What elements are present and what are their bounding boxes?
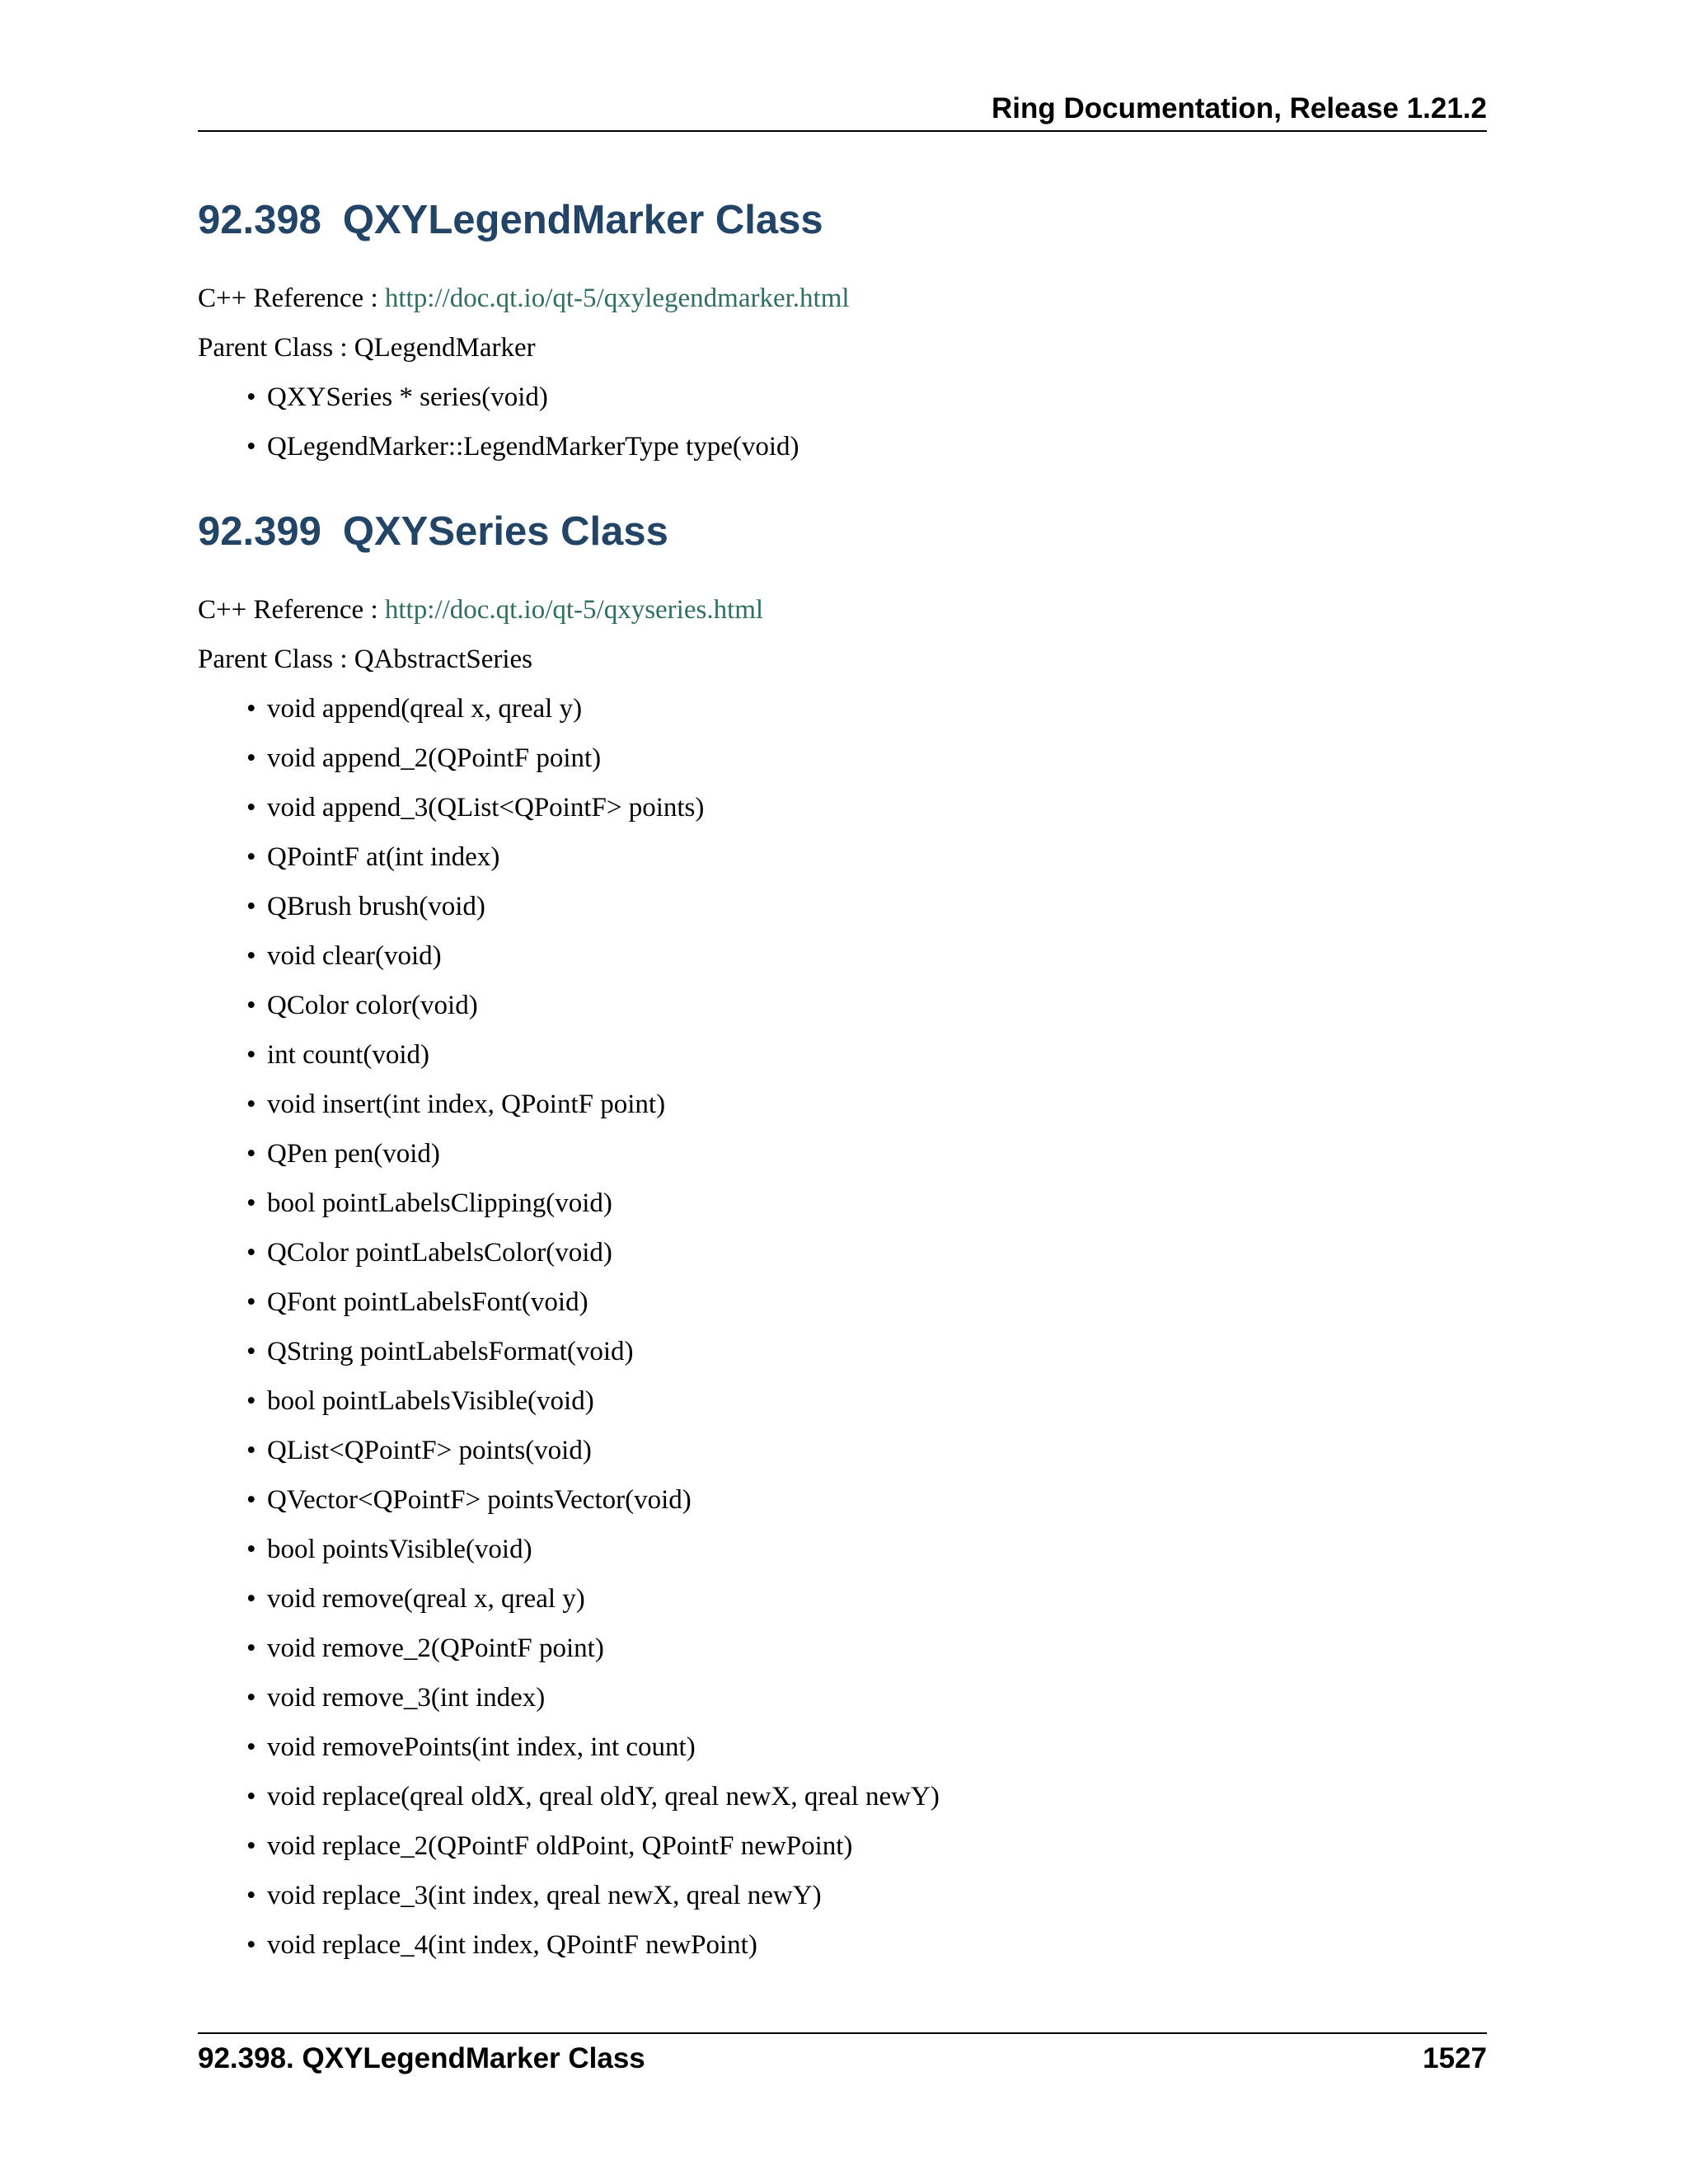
cpp-reference-line (198, 274, 1487, 323)
bullet-icon: • (246, 1386, 256, 1416)
method-item (246, 1525, 1487, 1574)
method-signature: void append_2(QPointF point) (267, 743, 602, 773)
bullet-icon: • (246, 1831, 256, 1861)
method-signature: int count(void) (267, 1040, 430, 1070)
method-item (246, 832, 1487, 882)
method-item (246, 1722, 1487, 1772)
method-signature: void insert(int index, QPointF point) (267, 1090, 666, 1119)
footer-page-number: 1527 (1423, 2042, 1487, 2074)
method-signature: void replace_3(int index, qreal newX, qreal newY) (267, 1881, 822, 1910)
header-title: Ring Documentation, Release 1.21.2 (991, 92, 1487, 124)
cpp-reference-link[interactable]: http://doc.qt.io/qt-5/qxylegendmarker.html (384, 284, 850, 313)
bullet-icon: • (246, 1782, 256, 1811)
bullet-icon: • (246, 1485, 256, 1515)
method-signature: QPointF at(int index) (267, 842, 500, 872)
section-qxylegendmarker (198, 191, 1487, 471)
section-heading (198, 503, 1487, 560)
bullet-icon: • (246, 432, 256, 462)
method-item (246, 981, 1487, 1030)
section-number: 92.398 (198, 198, 321, 242)
bullet-icon: • (246, 892, 256, 921)
section-title: QXYLegendMarker Class (342, 198, 823, 242)
page-footer (198, 2032, 1487, 2074)
method-item (246, 1080, 1487, 1129)
method-signature: QColor color(void) (267, 991, 478, 1020)
bullet-icon: • (246, 1535, 256, 1564)
bullet-icon: • (246, 793, 256, 823)
method-signature: void append_3(QList<QPointF> points) (267, 793, 705, 823)
method-list (198, 684, 1487, 1970)
bullet-icon: • (246, 1139, 256, 1169)
method-item (246, 373, 1487, 422)
method-signature: void remove_3(int index) (267, 1683, 546, 1713)
section-qxyseries (198, 503, 1487, 1970)
bullet-icon: • (246, 1633, 256, 1663)
method-signature: QBrush brush(void) (267, 892, 485, 921)
bullet-icon: • (246, 1683, 256, 1713)
method-signature: QString pointLabelsFormat(void) (267, 1337, 634, 1366)
method-item (246, 783, 1487, 832)
bullet-icon: • (246, 382, 256, 412)
bullet-icon: • (246, 941, 256, 971)
bullet-icon: • (246, 842, 256, 872)
method-item (246, 733, 1487, 783)
cpp-reference-label: C++ Reference : (198, 284, 378, 313)
method-signature: void removePoints(int index, int count) (267, 1732, 696, 1762)
method-item (246, 1327, 1487, 1376)
method-item (246, 1277, 1487, 1327)
method-signature: QFont pointLabelsFont(void) (267, 1287, 588, 1317)
method-item (246, 1179, 1487, 1228)
method-item (246, 1426, 1487, 1475)
method-item (246, 1030, 1487, 1080)
method-item (246, 1821, 1487, 1871)
method-signature: void remove_2(QPointF point) (267, 1633, 604, 1663)
method-item (246, 1475, 1487, 1525)
method-item (246, 1673, 1487, 1722)
bullet-icon: • (246, 743, 256, 773)
bullet-icon: • (246, 1188, 256, 1218)
method-signature: QColor pointLabelsColor(void) (267, 1238, 612, 1268)
method-item (246, 1574, 1487, 1624)
parent-class-label: Parent Class : (198, 333, 348, 363)
cpp-reference-link[interactable]: http://doc.qt.io/qt-5/qxyseries.html (384, 595, 764, 625)
parent-class-name: QLegendMarker (354, 333, 536, 363)
method-signature: void remove(qreal x, qreal y) (267, 1584, 585, 1614)
method-signature: bool pointLabelsVisible(void) (267, 1386, 594, 1416)
parent-class-line (198, 635, 1487, 684)
method-signature: void replace_4(int index, QPointF newPoint) (267, 1930, 757, 1960)
footer-section-ref: 92.398. QXYLegendMarker Class (198, 2042, 645, 2074)
section-title: QXYSeries Class (342, 509, 668, 554)
method-item (246, 1376, 1487, 1426)
method-signature: bool pointsVisible(void) (267, 1535, 532, 1564)
method-signature: void append(qreal x, qreal y) (267, 694, 583, 724)
method-item (246, 684, 1487, 733)
method-list (198, 373, 1487, 471)
cpp-reference-line (198, 585, 1487, 635)
method-signature: bool pointLabelsClipping(void) (267, 1188, 612, 1218)
bullet-icon: • (246, 1732, 256, 1762)
page-header (198, 89, 1487, 132)
method-signature: void clear(void) (267, 941, 442, 971)
cpp-reference-label: C++ Reference : (198, 595, 378, 625)
bullet-icon: • (246, 1930, 256, 1960)
method-item (246, 1228, 1487, 1277)
method-signature: QVector<QPointF> pointsVector(void) (267, 1485, 692, 1515)
section-heading (198, 191, 1487, 249)
bullet-icon: • (246, 1881, 256, 1910)
page-content (198, 191, 1487, 1970)
bullet-icon: • (246, 991, 256, 1020)
method-item (246, 422, 1487, 471)
method-item (246, 1624, 1487, 1673)
method-item (246, 1772, 1487, 1821)
method-signature: QPen pen(void) (267, 1139, 440, 1169)
parent-class-name: QAbstractSeries (354, 644, 533, 674)
method-signature: void replace(qreal oldX, qreal oldY, qreal newX, qreal newY) (267, 1782, 940, 1811)
section-number: 92.399 (198, 509, 321, 554)
method-item (246, 1871, 1487, 1920)
bullet-icon: • (246, 1090, 256, 1119)
method-item (246, 1920, 1487, 1970)
method-signature: QList<QPointF> points(void) (267, 1436, 592, 1465)
bullet-icon: • (246, 1287, 256, 1317)
method-signature: QLegendMarker::LegendMarkerType type(void) (267, 432, 799, 462)
method-item (246, 931, 1487, 981)
method-signature: QXYSeries * series(void) (267, 382, 548, 412)
bullet-icon: • (246, 1436, 256, 1465)
parent-class-label: Parent Class : (198, 644, 348, 674)
bullet-icon: • (246, 1584, 256, 1614)
method-item (246, 1129, 1487, 1179)
bullet-icon: • (246, 1337, 256, 1366)
method-signature: void replace_2(QPointF oldPoint, QPointF newPoint) (267, 1831, 853, 1861)
parent-class-line (198, 323, 1487, 373)
bullet-icon: • (246, 1040, 256, 1070)
bullet-icon: • (246, 694, 256, 724)
method-item (246, 882, 1487, 931)
bullet-icon: • (246, 1238, 256, 1268)
